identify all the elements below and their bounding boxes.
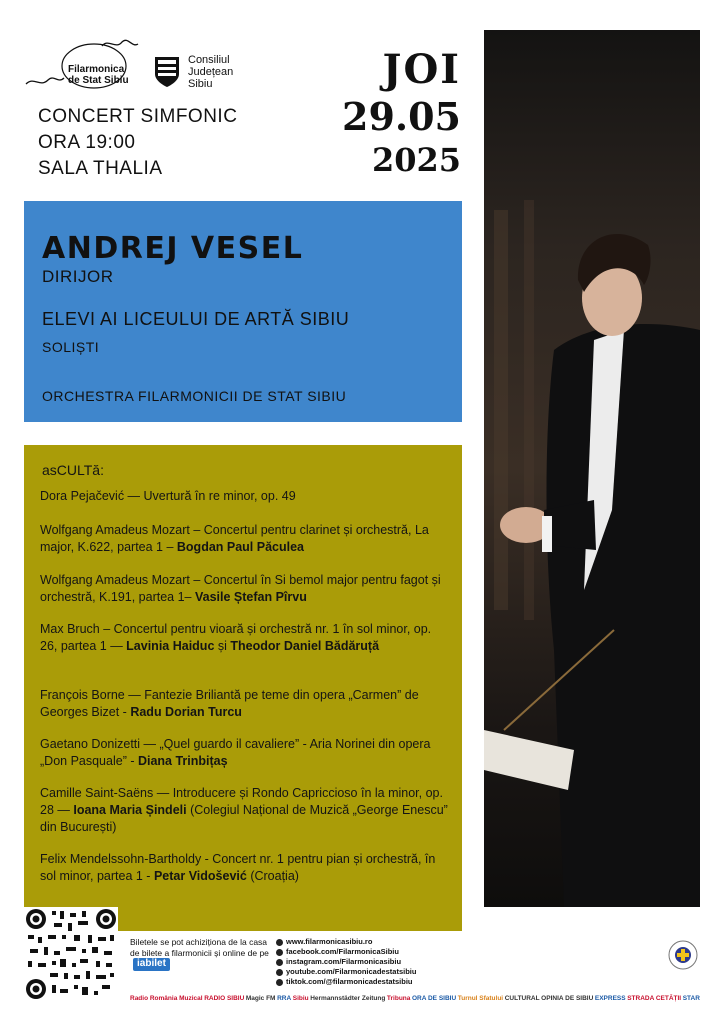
soloists-role: SOLIȘTI (42, 339, 100, 355)
date-daymonth: 29.05 (342, 94, 461, 139)
program-item-conjunction: și (214, 639, 231, 653)
sponsors-row (130, 988, 700, 1008)
facebook-link[interactable]: facebook.com/FilarmonicaSibiu (286, 947, 399, 956)
program-item-text: Felix Mendelssohn-Bartholdy - Concert nr. 1 pentru pian și orchestră, în sol minor, partea 1 - (40, 852, 436, 883)
filarmonica-logo-text: Filarmonica de Stat Sibiu (68, 64, 129, 86)
facebook-link-row[interactable] (276, 947, 416, 957)
sponsor-logo: Sibiu (292, 994, 309, 1002)
program-item-soloist: Ioana Maria Șindeli (73, 803, 187, 817)
globe-icon (276, 939, 283, 946)
sponsor-logo: Tribuna (386, 994, 411, 1002)
program-item-text: Max Bruch – Concertul pentru vioară și orchestră nr. 1 în sol minor, op. 26, partea 1 — (40, 622, 432, 653)
concert-date (342, 46, 461, 180)
sponsor-logo: OPINIA DE SIBIU (541, 994, 594, 1002)
sponsor-logo: STAR (682, 994, 700, 1002)
program-item-soloist: Bogdan Paul Păculea (176, 540, 305, 554)
consiliu-logo-text: Consiliul Județean Sibiu (188, 54, 234, 90)
program-item (40, 785, 450, 836)
coat-of-arms-icon (154, 56, 180, 88)
program-panel (24, 445, 462, 931)
sponsor-logo: STRADA CETĂȚII (627, 994, 682, 1002)
program-item (40, 851, 450, 885)
emblem-icon (668, 940, 698, 970)
program-item-soloist: Radu Dorian Turcu (130, 705, 242, 719)
program-item-soloist: Vasile Ștefan Pîrvu (194, 590, 307, 604)
conductor-photo (484, 30, 700, 907)
program-item-text: Wolfgang Amadeus Mozart – Concertul în Si bemol major pentru fagot și orchestră, K.191, partea 1– (40, 573, 441, 604)
instagram-link-row[interactable] (276, 957, 416, 967)
sponsor-logo: RRA (277, 994, 292, 1002)
filarmonica-logo (24, 36, 144, 96)
website-link-row[interactable] (276, 937, 416, 947)
program-item (40, 488, 450, 505)
sponsor-logo: Hermannstädter Zeitung (310, 994, 386, 1002)
program-item (40, 687, 450, 721)
concert-venue: SALA THALIA (38, 158, 163, 179)
sponsor-logo: CULTURAL (504, 994, 540, 1002)
program-item (40, 621, 450, 655)
program-item-soloist: Diana Trinbițaș (137, 754, 228, 768)
program-item-soloist: Petar Vidošević (153, 869, 247, 883)
youtube-link[interactable]: youtube.com/Filarmonicadestatsibiu (286, 967, 417, 976)
program-item-soloist-2: Theodor Daniel Bădăruță (230, 639, 380, 653)
social-links (276, 937, 416, 987)
qr-code[interactable] (24, 907, 118, 1001)
sponsor-logo: Magic FM (245, 994, 276, 1002)
conductor-role: DIRIJOR (42, 267, 114, 286)
tiktok-link[interactable]: tiktok.com/@filarmonicadestatsibiu (286, 977, 413, 986)
program-item-note: (Croația) (246, 869, 299, 883)
orchestra-name: ORCHESTRA FILARMONICII DE STAT SIBIU (42, 388, 347, 404)
iabilet-link[interactable]: iabilet (133, 958, 170, 971)
program-item-text: Dora Pejačević — Uvertură în re minor, op. 49 (40, 489, 296, 503)
consiliu-judetean-logo (154, 54, 264, 94)
concert-time: ORA 19:00 (38, 132, 136, 153)
concert-info (38, 104, 237, 182)
website-link[interactable]: www.filarmonicasibiu.ro (286, 937, 373, 946)
date-day: JOI (382, 46, 461, 93)
conductor-name: ANDREJ VESEL (42, 231, 304, 266)
tiktok-icon (276, 979, 283, 986)
soloists-name: ELEVI AI LICEULUI DE ARTĂ SIBIU (42, 309, 350, 329)
tickets-text: Biletele se pot achiziționa de la casa de bilete a filarmonicii și online de pe (130, 937, 269, 958)
sponsor-logo: Radio România Muzical (130, 994, 203, 1002)
youtube-icon (276, 969, 283, 976)
conductor-photo-illustration (484, 30, 700, 907)
tickets-info (130, 937, 270, 971)
program-item-text: Gaetano Donizetti — „Quel guardo il cavaliere” - Aria Norinei din opera „Don Pasquale” - (40, 737, 431, 768)
program-heading: asCULTă: (42, 462, 104, 478)
sponsor-logo: EXPRESS (594, 994, 626, 1002)
program-item (40, 522, 450, 556)
program-item-text: Wolfgang Amadeus Mozart – Concertul pentru clarinet și orchestră, La major, K.622, partea 1 – (40, 523, 429, 554)
tiktok-link-row[interactable] (276, 977, 416, 987)
youtube-link-row[interactable] (276, 967, 416, 977)
program-item (40, 736, 450, 770)
program-item (40, 572, 450, 606)
sponsor-logo: ORA DE SIBIU (411, 994, 457, 1002)
facebook-icon (276, 949, 283, 956)
instagram-link[interactable]: instagram.com/Filarmonicasibiu (286, 957, 402, 966)
program-item-text: François Borne — Fantezie Briliantă pe teme din opera „Carmen” de Georges Bizet - (40, 688, 419, 719)
concert-type: CONCERT SIMFONIC (38, 106, 238, 127)
qr-code-icon (24, 907, 118, 1001)
date-year: 2025 (371, 141, 461, 179)
performers-panel (24, 201, 462, 422)
sponsor-logo: Turnul Sfatului (457, 994, 504, 1002)
program-item-note: (Colegiul Național de Muzică „George Enescu” din București) (40, 803, 448, 834)
program-item-text: Camille Saint-Saëns — Introducere și Rondo Capriccioso în la minor, op. 28 — (40, 786, 443, 817)
program-item-soloist: Lavinia Haiduc (126, 639, 215, 653)
sponsor-logo: RADIO SIBIU (204, 994, 245, 1002)
instagram-icon (276, 959, 283, 966)
